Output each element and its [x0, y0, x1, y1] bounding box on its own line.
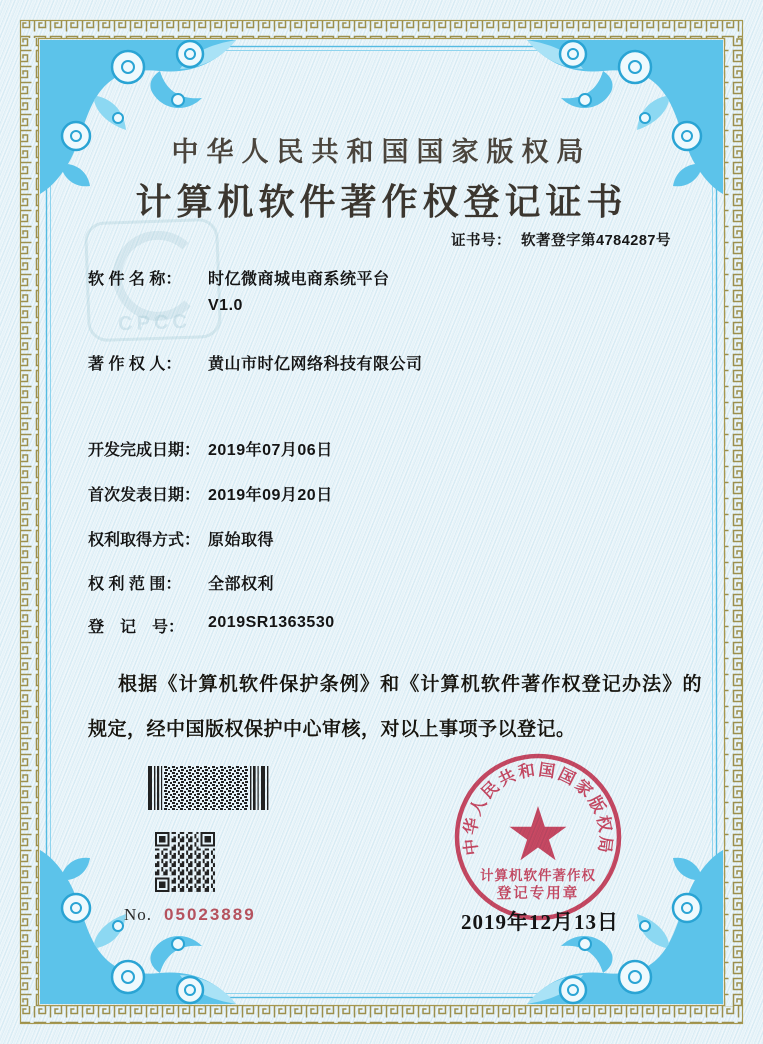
field-rights-acquisition — [88, 527, 274, 550]
field-label: 著 作 权 人： — [88, 356, 182, 373]
field-first-publish-date — [88, 482, 333, 505]
stamp-inner-text-2: 登记专用章 — [496, 886, 580, 902]
stamp-ring-text: 中华人民共和国国家版权局 — [460, 760, 616, 857]
scroll-flourish-top-left — [40, 40, 236, 194]
rights-scope-value: 全部权利 — [208, 576, 275, 593]
field-label: 权 利 范 围： — [88, 576, 182, 593]
software-version-value: V1.0 — [208, 297, 243, 314]
field-rights-scope — [88, 571, 274, 594]
cpcc-seal-text: CPCC — [117, 310, 192, 336]
barcode-icon — [148, 766, 270, 812]
field-value-group — [208, 266, 390, 315]
field-registration-no — [88, 614, 335, 637]
registration-no-value: 2019SR1363530 — [208, 614, 335, 631]
qr-code-icon — [155, 832, 215, 892]
serial-prefix: No. — [124, 905, 153, 924]
field-label: 首次发表日期： — [88, 487, 201, 504]
field-dev-complete-date — [88, 437, 333, 460]
certificate-number-value: 软著登字第4784287号 — [521, 233, 671, 249]
certificate-number-line — [451, 229, 671, 250]
first-publish-date-value: 2019年09月20日 — [208, 487, 333, 504]
field-copyright-owner — [88, 351, 423, 374]
software-name-value: 时亿微商城电商系统平台 — [208, 271, 390, 288]
certificate-number-label: 证书号： — [451, 233, 512, 249]
field-label: 登 记 号： — [88, 619, 185, 636]
serial-number — [124, 905, 256, 925]
certificate-title: 计算机软件著作权登记证书 — [135, 182, 628, 222]
official-stamp — [450, 750, 626, 926]
scroll-flourish-top-right — [527, 40, 723, 194]
star-icon — [510, 806, 567, 860]
authority-title: 中华人民共和国国家版权局 — [171, 137, 592, 167]
stamp-inner-text-1: 计算机软件著作权 — [480, 868, 596, 883]
greek-key-border — [21, 21, 743, 1024]
dev-complete-date-value: 2019年07月06日 — [208, 442, 333, 459]
field-label: 开发完成日期： — [88, 442, 201, 459]
field-label: 权利取得方式： — [88, 532, 201, 549]
rights-acquisition-value: 原始取得 — [208, 532, 275, 549]
issue-date: 2019年12月13日 — [461, 910, 619, 934]
field-label: 软 件 名 称： — [88, 271, 182, 288]
field-software-name — [88, 266, 390, 315]
serial-value: 05023889 — [164, 905, 256, 924]
copyright-owner-value: 黄山市时亿网络科技有限公司 — [208, 356, 423, 373]
registration-statement: 根据《计算机软件保护条例》和《计算机软件著作权登记办法》的规定，经中国版权保护中心审核，对以上事项予以登记。 — [88, 674, 702, 740]
